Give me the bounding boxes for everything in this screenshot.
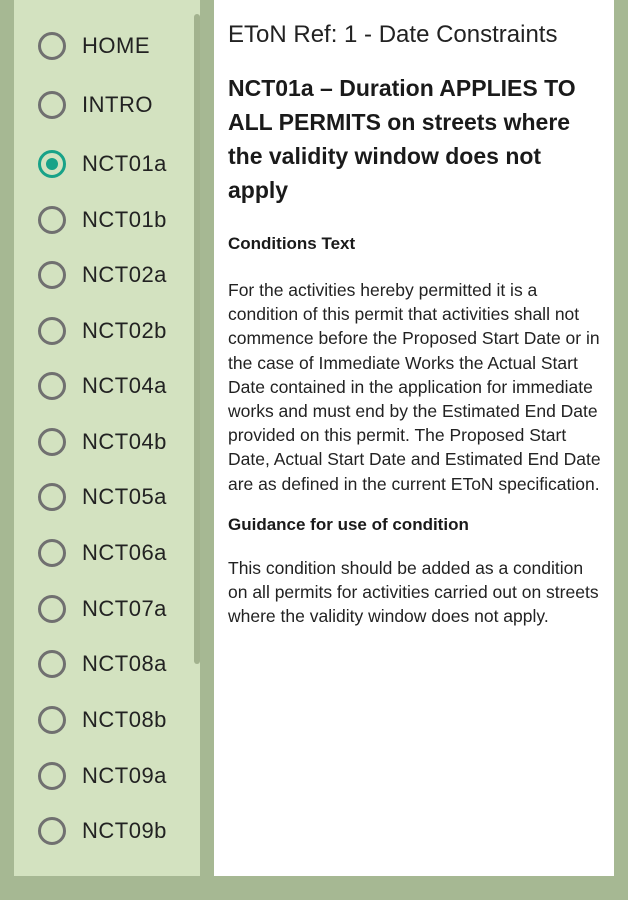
radio-item-nct02a[interactable]	[38, 255, 167, 295]
radio-button-icon[interactable]	[38, 762, 66, 790]
radio-label: NCT02a	[82, 262, 167, 287]
radio-item-nct06a[interactable]	[38, 533, 167, 573]
radio-label: NCT04b	[82, 429, 167, 454]
radio-button-icon[interactable]	[38, 650, 66, 678]
radio-label: NCT05a	[82, 484, 167, 509]
radio-button-icon[interactable]	[38, 428, 66, 456]
radio-item-nct01a[interactable]	[38, 144, 167, 184]
radio-item-nct01b[interactable]	[38, 200, 167, 240]
guidance-heading: Guidance for use of condition	[228, 514, 469, 534]
radio-item-home[interactable]	[38, 26, 150, 66]
radio-button-icon[interactable]	[38, 32, 66, 60]
radio-button-icon[interactable]	[38, 539, 66, 567]
conditions-text-body: For the activities hereby permitted it is a condition of this permit that activities shall not commence before the Proposed Start Date or in the case of Immediate Works the Actual Start Date contained in the application for immediate works and must end by the Estimated End Date provided on this permit. The Proposed Start Date, Actual Start Date and Estimated End Date are as defined in the current EToN specification.	[228, 280, 601, 494]
radio-item-nct07a[interactable]	[38, 589, 167, 629]
sidebar-panel	[14, 0, 200, 876]
radio-button-icon[interactable]	[38, 261, 66, 289]
radio-button-icon[interactable]	[38, 317, 66, 345]
radio-item-nct04b[interactable]	[38, 422, 167, 462]
radio-label: NCT04a	[82, 373, 167, 398]
radio-button-icon[interactable]	[38, 483, 66, 511]
radio-label: NCT08a	[82, 651, 167, 676]
radio-button-icon[interactable]	[38, 706, 66, 734]
radio-button-icon[interactable]	[38, 595, 66, 623]
sidebar-scrollbar[interactable]	[194, 14, 200, 664]
radio-button-icon[interactable]	[38, 91, 66, 119]
radio-item-nct05a[interactable]	[38, 477, 167, 517]
radio-label: NCT08b	[82, 707, 167, 732]
radio-item-nct08b[interactable]	[38, 700, 167, 740]
radio-button-icon[interactable]	[38, 372, 66, 400]
radio-item-nct08a[interactable]	[38, 644, 167, 684]
radio-label: NCT06a	[82, 540, 167, 565]
radio-label: HOME	[82, 33, 150, 58]
guidance-text-body: This condition should be added as a condition on all permits for activities carried out on streets where the validity window does not apply.	[228, 557, 599, 627]
condition-heading: NCT01a – Duration APPLIES TO ALL PERMITS on streets where the validity window does not apply	[228, 75, 576, 203]
radio-label: NCT01a	[82, 151, 167, 176]
radio-label: NCT09a	[82, 763, 167, 788]
radio-item-nct04a[interactable]	[38, 366, 167, 406]
radio-button-icon[interactable]	[38, 206, 66, 234]
radio-label: NCT07a	[82, 596, 167, 621]
radio-label: NCT01b	[82, 207, 167, 232]
radio-item-nct09a[interactable]	[38, 756, 167, 796]
radio-item-intro[interactable]	[38, 85, 153, 125]
radio-button-icon[interactable]	[38, 817, 66, 845]
conditions-text-heading: Conditions Text	[228, 234, 356, 253]
page-title: EToN Ref: 1 - Date Constraints	[228, 21, 558, 48]
radio-item-nct02b[interactable]	[38, 311, 167, 351]
radio-item-nct09b[interactable]	[38, 811, 167, 851]
radio-label: INTRO	[82, 92, 153, 117]
radio-label: NCT02b	[82, 318, 167, 343]
radio-label: NCT09b	[82, 818, 167, 843]
content-panel	[214, 0, 614, 876]
radio-button-checked-icon[interactable]	[38, 150, 66, 178]
